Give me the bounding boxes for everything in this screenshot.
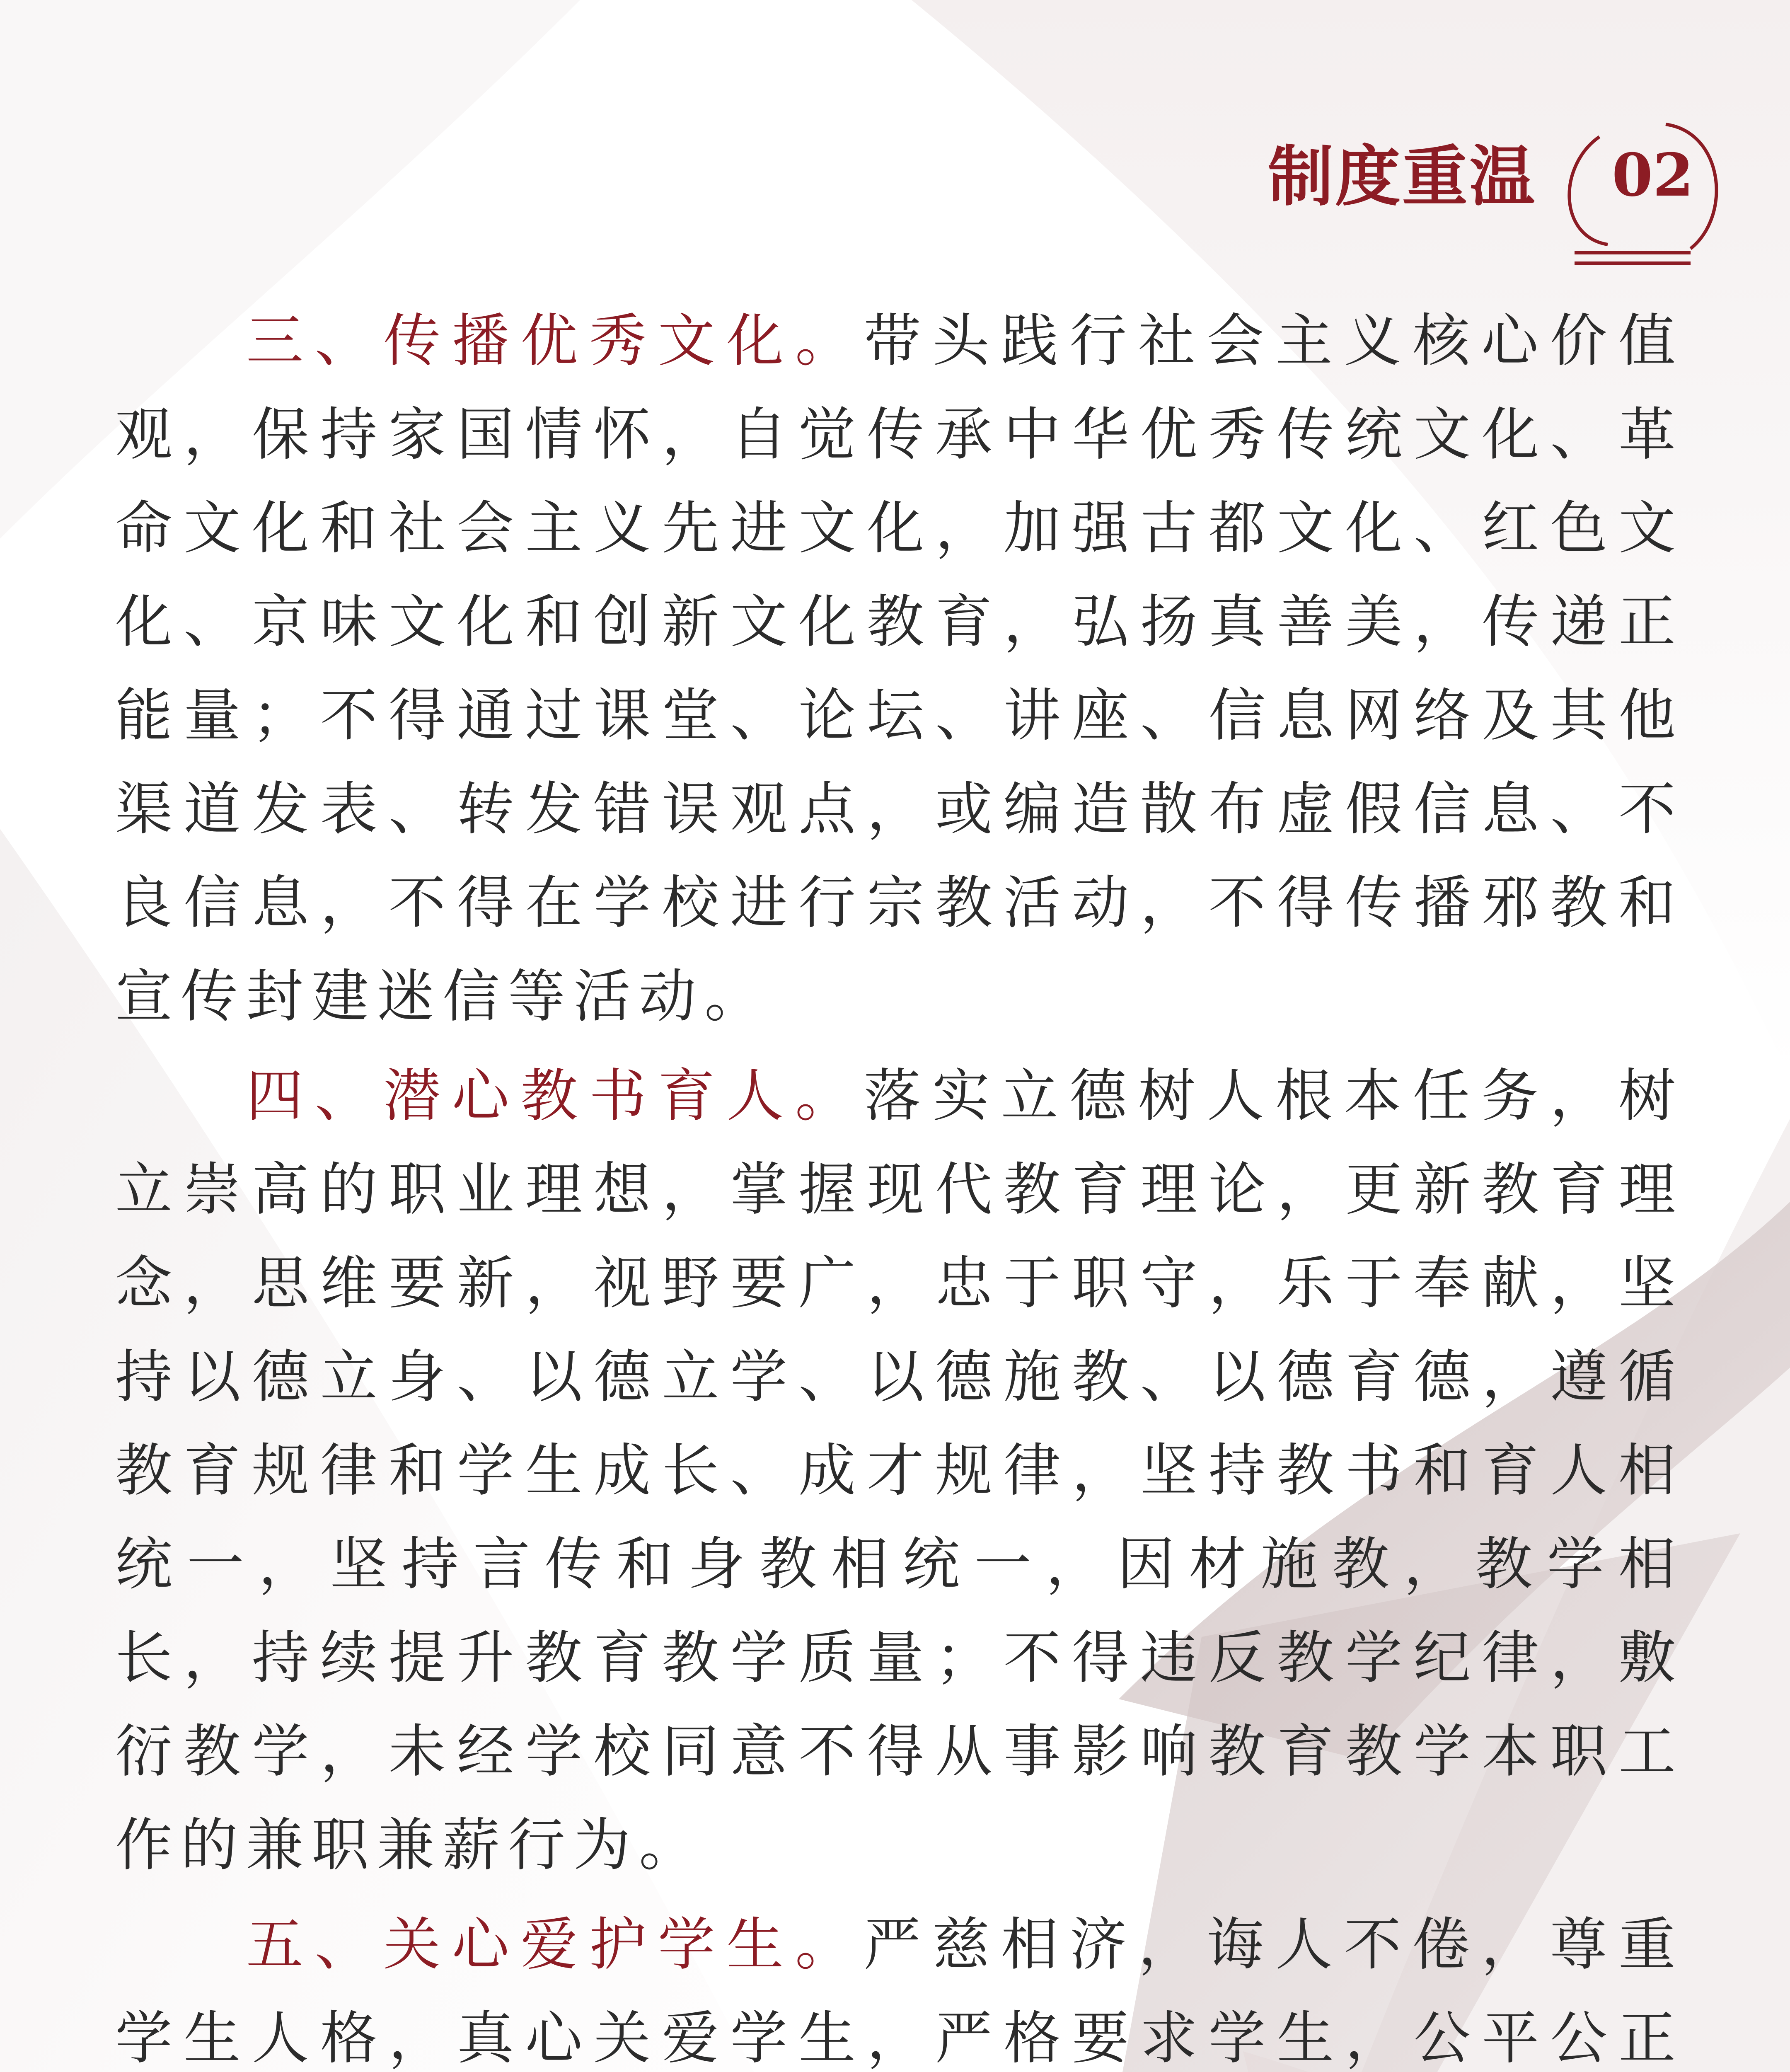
paragraph-heading: 四、潜心教书育人。 (246, 1063, 864, 1129)
section-title: 制度重温 (1268, 138, 1536, 215)
paragraph-text: 落实立德树人根本任务，树立崇高的职业理想，掌握现代教育理论，更新教育理念，思维要新，视野要广，忠于职守，乐于奉献，坚持以德立身、以德立学、以德施教、以德育德，遵循教育规律和学生成长、成才规律，坚持教书和育人相统一，坚持言传和身教相统一，因材施教，教学相长，持续提升教育教学质量；不得违反教学纪律，敷衍教学，未经学校同意不得从事影响教育教学本职工作的兼职兼薪行为。 (115, 1063, 1684, 1878)
paragraph-text: 带头践行社会主义核心价值观，保持家国情怀，自觉传承中华优秀传统文化、革命文化和社会主义先进文化，加强古都文化、红色文化、京味文化和创新文化教育，弘扬真善美，传递正能量；不得通过课堂、论坛、讲座、信息网络及其他渠道发表、转发错误观点，或编造散布虚假信息、不良信息，不得在学校进行宗教活动，不得传播邪教和宣传封建迷信等活动。 (115, 307, 1684, 1030)
paragraph-heading: 三、传播优秀文化。 (246, 307, 864, 374)
paragraph-5 (115, 1898, 1684, 2072)
paragraph-4 (115, 1049, 1684, 1892)
document-body (115, 294, 1684, 2072)
paragraph-heading: 五、关心爱护学生。 (246, 1911, 864, 1978)
paragraph-text: 严慈相济，诲人不倦，尊重学生人格，真心关爱学生，严格要求学生，公平公正 (115, 1911, 1684, 2072)
paragraph-3 (115, 294, 1684, 1043)
page-number: 02 (1612, 141, 1694, 210)
